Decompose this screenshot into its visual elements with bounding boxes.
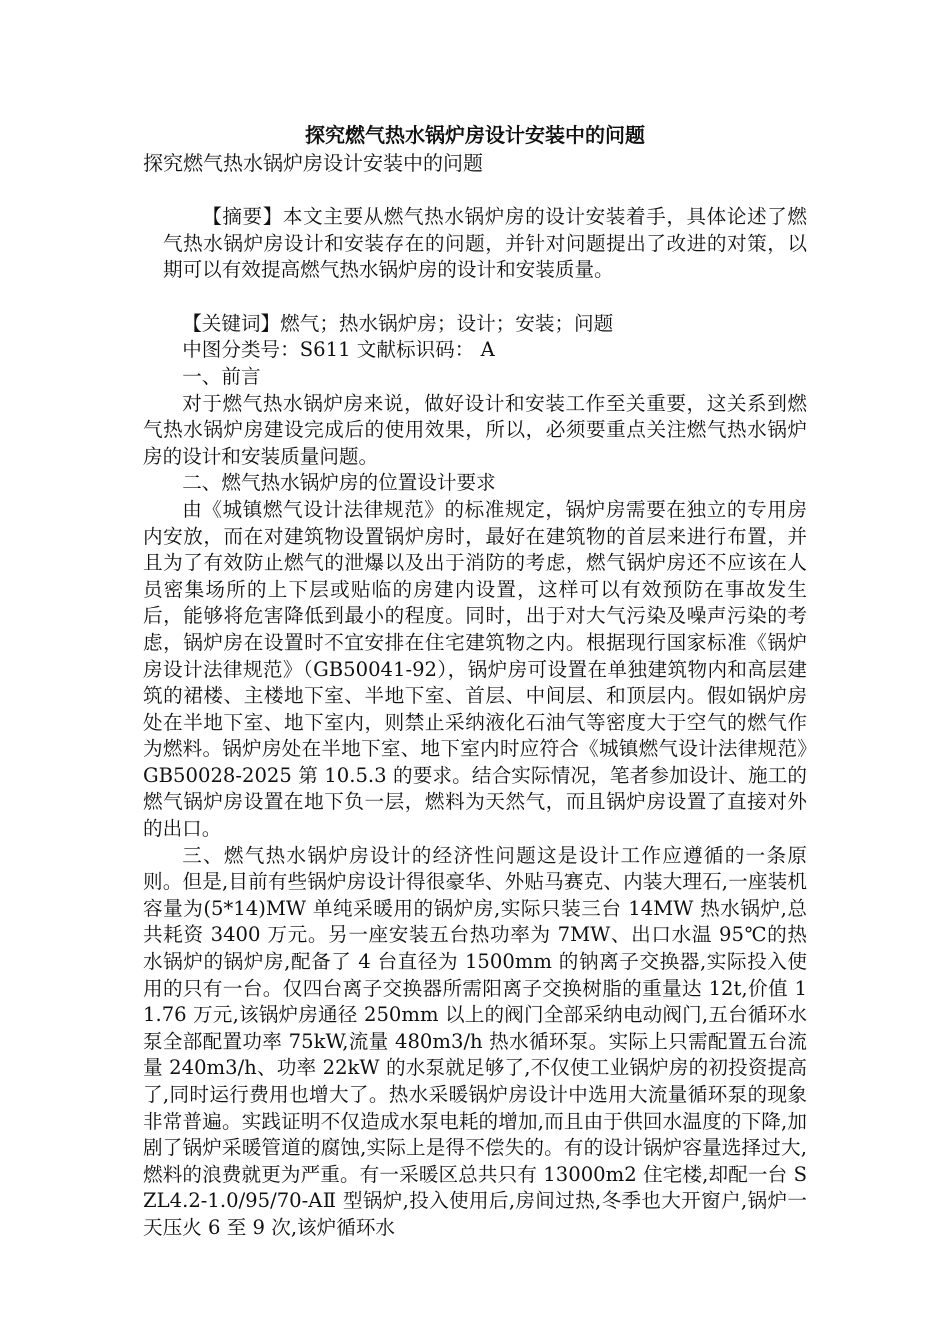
section-heading-2: 二、燃气热水锅炉房的位置设计要求 [182,471,496,495]
classification-line: 中图分类号：S611 文献标识码： A [182,338,495,362]
document-page [143,120,807,1242]
section-paragraph-3: 三、燃气热水锅炉房设计的经济性问题这是设计工作应遵循的一条原则。但是,目前有些锅炉房设计得很豪华、外贴马赛克、内装大理石,一座装机容量为(5*14)MW 单纯采暖用的锅炉房,实际只装三台 14MW 热水锅炉,总共耗资 3400 万元。另一座安装五台热功率为 7MW、出口水温 95℃的热水锅炉的锅炉房,配备了 4 台直径为 1500mm 的钠离子交换器,实际投入使用的只有一台。仅四台离子交换器所需阳离子交换树脂的重量达 12t,价值 11.76 万元,该锅炉房通径 250mm 以上的阀门全部采纳电动阀门,五台循环水泵全部配置功率 75kW,流量 480m3/h 热水循环泵。实际上只需配置五台流量 240m3/h、功率 22kW 的水泵就足够了,不仅使工业锅炉房的初投资提高了,同时运行费用也增大了。热水采暖锅炉房设计中选用大流量循环泵的现象非常普遍。实践证明不仅造成水泵电耗的增加,而且由于供回水温度的下降,加剧了锅炉采暖管道的腐蚀,实际上是得不偿失的。有的设计锅炉容量选择过大,燃料的浪费就更为严重。有一采暖区总共只有 13000m2 住宅楼,却配一台 SZL4.2-1.0/95/70-AⅡ 型锅炉,投入使用后,房间过热,冬季也大开窗户,锅炉一天压火 6 至 9 次,该炉循环水 [143,843,807,1239]
document-subtitle: 探究燃气热水锅炉房设计安装中的问题 [143,151,483,175]
section-paragraph-2: 由《城镇燃气设计法律规范》的标准规定，锅炉房需要在独立的专用房内安放，而在对建筑物设置锅炉房时，最好在建筑物的首层来进行布置，并且为了有效防止燃气的泄爆以及出于消防的考虑，燃气锅炉房还不应该在人员密集场所的上下层或贴临的房建内设置，这样可以有效预防在事故发生后，能够将危害降低到最小的程度。同时，出于对大气污染及噪声污染的考虑，锅炉房在设置时不宜安排在住宅建筑物之内。根据现行国家标准《锅炉房设计法律规范》（GB50041-92），锅炉房可设置在单独建筑物内和高层建筑的裙楼、主楼地下室、半地下室、首层、中间层、和顶层内。假如锅炉房处在半地下室、地下室内，则禁止采纳液化石油气等密度大于空气的燃气作为燃料。锅炉房处在半地下室、地下室内时应符合《城镇燃气设计法律规范》GB50028-2025 第 10.5.3 的要求。结合实际情况，笔者参加设计、施工的燃气锅炉房设置在地下负一层，燃料为天然气，而且锅炉房设置了直接对外的出口。 [143,497,807,841]
keywords-line: 【关键词】燃气；热水锅炉房；设计；安装；问题 [182,311,614,335]
blank-line [143,177,807,204]
document-title: 探究燃气热水锅炉房设计安装中的问题 [305,123,645,147]
blank-line [143,284,807,311]
section-paragraph-1: 对于燃气热水锅炉房来说，做好设计和安装工作至关重要，这关系到燃气热水锅炉房建设完成后的使用效果，所以，必须要重点关注燃气热水锅炉房的设计和安装质量问题。 [143,391,807,468]
abstract-paragraph: 【摘要】本文主要从燃气热水锅炉房的设计安装着手，具体论述了燃气热水锅炉房设计和安装存在的问题，并针对问题提出了改进的对策，以期可以有效提高燃气热水锅炉房的设计和安装质量。 [163,205,807,282]
section-heading-1: 一、前言 [182,364,261,388]
abstract-block [143,204,807,284]
